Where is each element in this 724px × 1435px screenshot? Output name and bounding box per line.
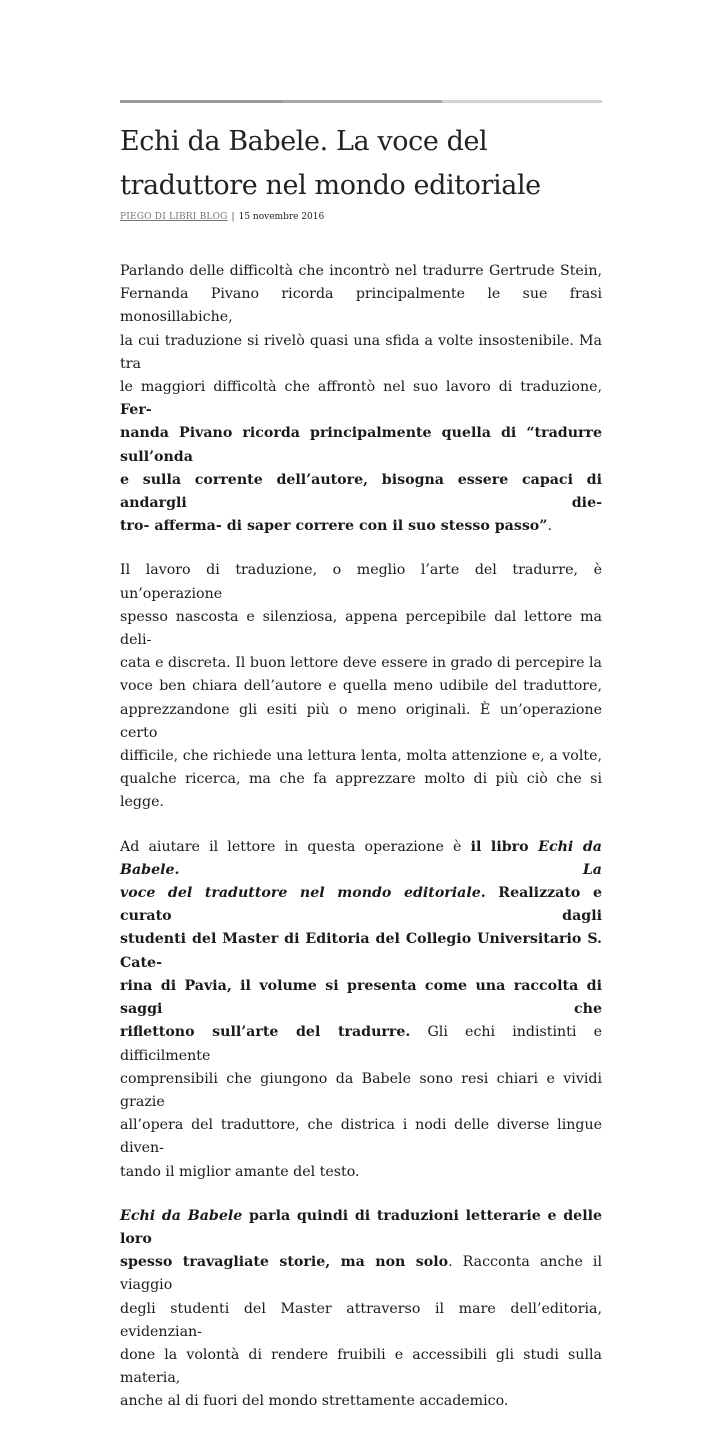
text-line <box>120 928 602 974</box>
text-run: Gli echi indistinti e difficilmente <box>120 1024 602 1064</box>
bold-text: Fer- <box>120 402 152 419</box>
bold-text: voce del traduttore nel mondo editoriale <box>120 885 481 902</box>
meta-separator: | <box>231 212 235 222</box>
text-line <box>120 699 602 745</box>
text-line <box>120 652 602 675</box>
text-run: spesso nascosta e silenziosa, appena percepibile dal lettore ma deli- <box>120 608 602 649</box>
text-line <box>120 515 602 538</box>
bold-text: nanda Pivano ricorda principalmente quella di “tradurre sull’onda <box>120 425 602 465</box>
text-run: voce ben chiara dell’autore e quella meno udibile del traduttore, <box>120 678 602 695</box>
paragraph <box>120 836 602 1184</box>
bold-text: rina di Pavia, il volume si presenta come una raccolta di saggi che <box>120 977 602 1018</box>
rule-segment <box>120 100 282 103</box>
text-line <box>120 1021 602 1067</box>
text-run: Ad aiutare il lettore in questa operazione è <box>120 838 471 855</box>
bold-text: parla quindi di traduzioni letterarie e delle loro <box>120 1207 602 1247</box>
bold-text: Echi da Babele <box>120 1207 243 1224</box>
text-run: difficile, che richiede una lettura lenta, molta attenzione e, a volte, <box>120 748 602 765</box>
text-line <box>120 745 602 768</box>
text-line <box>120 422 602 468</box>
text-run: . Racconta anche il viaggio <box>120 1254 602 1294</box>
source-link[interactable]: PIEGO DI LIBRI BLOG <box>120 212 228 222</box>
text-line <box>120 882 602 928</box>
text-line <box>120 1205 602 1251</box>
article-body <box>120 260 602 1435</box>
text-line <box>120 1251 602 1297</box>
text-line <box>120 606 602 652</box>
text-line <box>120 768 602 814</box>
text-line <box>120 1114 602 1160</box>
paragraph <box>120 1205 602 1414</box>
bold-text: studenti del Master di Editoria del Collegio Universitario S. Cate- <box>120 931 602 971</box>
rule-segment <box>282 100 442 103</box>
article-meta <box>120 212 324 222</box>
text-line <box>120 330 602 376</box>
bold-text: spesso travagliate storie, ma non solo <box>120 1254 449 1271</box>
text-line <box>120 559 602 605</box>
bold-text: tro- afferma- di saper correre con il suo stesso passo” <box>120 518 548 535</box>
text-line <box>120 1390 602 1413</box>
text-run: tando il miglior amante del testo. <box>120 1163 360 1180</box>
text-line <box>120 283 602 329</box>
article-title: Echi da Babele. La voce del traduttore nel mondo editoriale <box>120 126 541 201</box>
text-line <box>120 836 602 882</box>
text-line <box>120 376 602 422</box>
bold-text: riflettono sull’arte del tradurre. <box>120 1024 411 1041</box>
bold-text: il libro <box>470 838 539 855</box>
paragraph <box>120 559 602 814</box>
text-line <box>120 975 602 1021</box>
text-run: comprensibili che giungono da Babele sono resi chiari e vividi grazie <box>120 1070 602 1110</box>
text-run: le maggiori difficoltà che affrontò nel suo lavoro di traduzione, <box>120 379 602 396</box>
publish-date: 15 novembre 2016 <box>238 212 325 222</box>
text-line <box>120 1161 602 1184</box>
text-run: anche al di fuori del mondo strettamente accademico. <box>120 1393 509 1410</box>
bold-text: e sulla corrente dell’autore, bisogna essere capaci di andargli die- <box>120 471 602 512</box>
text-run: la cui traduzione si rivelò quasi una sfida a volte insostenibile. Ma tra <box>120 332 602 372</box>
text-run: done la volontà di rendere fruibili e accessibili gli studi sulla materia, <box>120 1346 602 1387</box>
text-run: Il lavoro di traduzione, o meglio l’arte del tradurre, è un’operazione <box>120 562 602 602</box>
text-line <box>120 1068 602 1114</box>
text-run: . <box>547 518 552 535</box>
text-line <box>120 1298 602 1344</box>
bold-text: Echi da Babele. La <box>120 838 603 878</box>
text-line <box>120 469 602 515</box>
text-run: cata e discreta. Il buon lettore deve essere in grado di percepire la <box>120 655 602 672</box>
text-run: qualche ricerca, ma che fa apprezzare molto di più ciò che si legge. <box>120 771 602 811</box>
rule-segment <box>442 100 602 103</box>
text-run: apprezzandone gli esiti più o meno originali. È un’operazione certo <box>120 701 602 741</box>
text-run: all’opera del traduttore, che districa i nodi delle diverse lingue diven- <box>120 1117 602 1157</box>
text-line <box>120 260 602 283</box>
text-run: Parlando delle difficoltà che incontrò nel tradurre Gertrude Stein, <box>120 263 602 279</box>
text-run: degli studenti del Master attraverso il mare dell’editoria, evidenzian- <box>120 1300 602 1340</box>
text-line <box>120 1344 602 1390</box>
bold-text: . Realizzato e curato dagli <box>120 885 602 925</box>
paragraph <box>120 260 602 538</box>
text-line <box>120 675 602 698</box>
header-rule <box>120 100 602 103</box>
text-run: Fernanda Pivano ricorda principalmente le sue frasi monosillabiche, <box>120 286 602 326</box>
